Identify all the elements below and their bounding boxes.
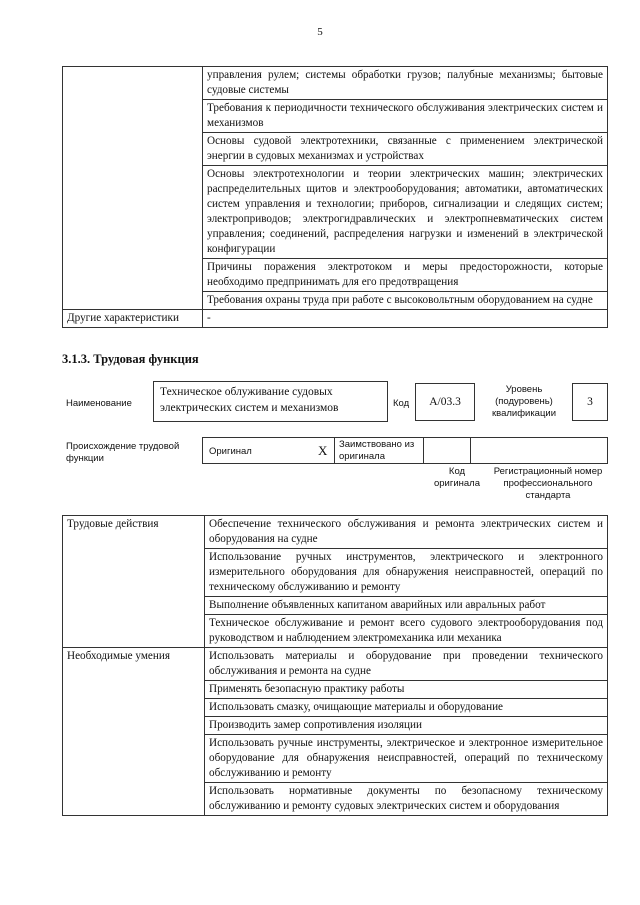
table-cell: Производить замер сопротивления изоляции [205, 717, 608, 735]
knowledge-table [62, 66, 608, 328]
required-skills-label: Необходимые умения [63, 648, 205, 816]
table-cell: Использовать нормативные документы по безопасному техническому обслуживанию и ремонту судовых электрических систем и оборудования [205, 783, 608, 816]
table-label-cell [63, 67, 203, 310]
table-cell: Требования к периодичности технического обслуживания электрических систем и механизмов [203, 100, 608, 133]
function-name-box: Техническое облуживание судовых электрических систем и механизмов [153, 381, 388, 422]
borrowed-label: Заимствовано из оригинала [339, 439, 415, 462]
origin-box [202, 437, 608, 464]
table-cell: Техническое обслуживание и ремонт всего судового электрооборудования под руководством и наблюдением электромеханика или механика [205, 615, 608, 648]
labor-actions-label: Трудовые действия [63, 516, 205, 648]
original-mark: X [318, 443, 328, 458]
table-cell: Причины поражения электротоком и меры предосторожности, которые необходимо предпринимать для его предотвращения [203, 259, 608, 292]
divider [423, 437, 424, 464]
table-cell: Выполнение объявленных капитаном аварийных или авральных работ [205, 597, 608, 615]
name-label: Наименование [66, 398, 132, 409]
table-cell: Основы электротехнологии и теории электрических машин; электрических распределительных щитов и электрооборудования; автоматики, автоматических систем управления и технологии; приборов, сигнализации и следящих систем; электроприводов; электрогидравлических и электропневматических систем управления; соединений, распределения нагрузки и изменений в электрической конфигурации [203, 166, 608, 259]
table-row [63, 648, 608, 681]
table-cell: управления рулем; системы обработки грузов; палубные механизмы; бытовые судовые системы [203, 67, 608, 100]
code-label: Код [393, 398, 410, 409]
table-row [63, 516, 608, 549]
table-cell: Использовать материалы и оборудование при проведении технического обслуживания и ремонта на судне [205, 648, 608, 681]
table-row [63, 310, 608, 328]
section-title: 3.1.3. Трудовая функция [62, 352, 199, 366]
table-cell: Использование ручных инструментов, электрического и электронного измерительного оборудования для обнаружения неисправностей, операций по техническому обслуживанию и ремонту [205, 549, 608, 597]
table-cell: Использовать ручные инструменты, электрическое и электронное измерительное оборудование для обнаружения неисправностей, операций по техническому обслуживанию и ремонту [205, 735, 608, 783]
table-cell: Требования охраны труда при работе с высоковольтным оборудованием на судне [203, 292, 608, 310]
table-cell: Обеспечение технического обслуживания и ремонта электрических систем и оборудования на судне [205, 516, 608, 549]
level-label: Уровень (подуровень) квалификации [491, 384, 557, 419]
function-code-box: A/03.3 [415, 383, 475, 421]
table-cell: Применять безопасную практику работы [205, 681, 608, 699]
original-label: Оригинал [209, 446, 252, 457]
other-characteristics-value: - [203, 310, 608, 328]
page-number: 5 [317, 26, 323, 38]
origin-label: Происхождение трудовой функции [66, 441, 180, 464]
divider [334, 437, 335, 464]
actions-table [62, 515, 608, 816]
reg-number-caption: Регистрационный номер профессионального стандарта [493, 466, 603, 501]
code-original-caption: Код оригинала [433, 466, 480, 489]
table-cell: Основы судовой электротехники, связанные с применением электрической энергии в судовых механизмах и устройствах [203, 133, 608, 166]
table-cell: Использовать смазку, очищающие материалы и оборудование [205, 699, 608, 717]
table-row [63, 67, 608, 100]
level-value-box: 3 [572, 383, 608, 421]
divider [470, 437, 471, 464]
other-characteristics-label: Другие характеристики [63, 310, 203, 328]
